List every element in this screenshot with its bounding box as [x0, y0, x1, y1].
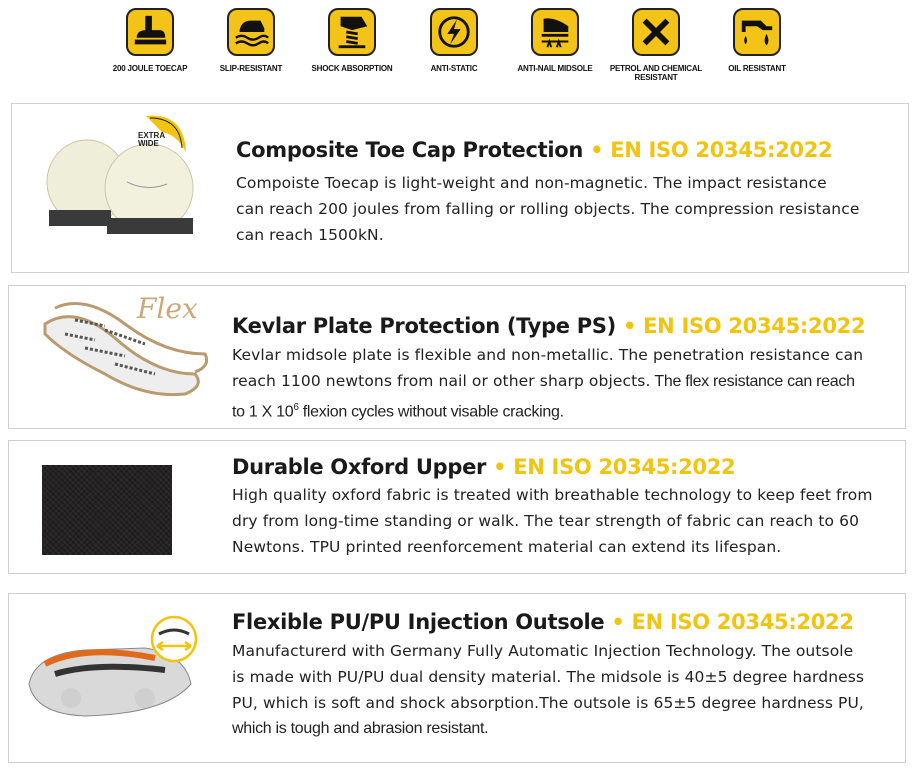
chemical-resistant-icon — [632, 8, 680, 56]
icon-oil — [707, 8, 807, 73]
description-line: to 1 X $10^6$ flexion cycles without visable cracking. — [232, 402, 564, 421]
icon-antistatic — [404, 8, 504, 73]
icon-slip — [201, 8, 301, 73]
feature-title-text: Flexible PU/PU Injection Outsole — [232, 610, 605, 634]
description-line: reach 1100 newtons from nail or other sharp objects. The flex resistance can reach — [232, 372, 855, 390]
icon-label: ANTI-NAIL MIDSOLE — [517, 64, 593, 73]
feature-standard: • EN ISO 20345:2022 — [590, 138, 833, 162]
feature-description — [232, 342, 907, 425]
feature-icon-row — [0, 8, 915, 100]
feature-standard: • EN ISO 20345:2022 — [623, 314, 866, 338]
description-line: Compoiste Toecap is light-weight and non-magnetic. The impact resistance — [236, 174, 827, 192]
feature-title — [232, 314, 865, 338]
icon-toecap — [100, 8, 200, 73]
toecap-icon — [126, 8, 174, 56]
feature-title — [232, 610, 854, 634]
description-line: Manufacturerd with Germany Fully Automatic Injection Technology. The outsole — [232, 642, 854, 660]
feature-standard: • EN ISO 20345:2022 — [611, 610, 854, 634]
description-line: which is tough and abrasion resistant. — [232, 720, 489, 737]
anti-nail-icon — [531, 8, 579, 56]
flex-badge: Flex — [137, 292, 198, 325]
feature-card-toecap — [11, 103, 909, 273]
icon-chemical — [606, 8, 706, 82]
icon-label: OIL RESISTANT — [728, 64, 786, 73]
description-line: Kevlar midsole plate is flexible and non-metallic. The penetration resistance can — [232, 346, 864, 364]
description-line: can reach 200 joules from falling or rolling objects. The compression resistance — [236, 200, 860, 218]
feature-standard: • EN ISO 20345:2022 — [493, 455, 736, 479]
feature-card-kevlar — [8, 285, 906, 429]
icon-label: PETROL AND CHEMICAL RESISTANT — [609, 64, 703, 82]
flex-outsole-icon — [149, 614, 199, 664]
feature-title-text: Composite Toe Cap Protection — [236, 138, 584, 162]
description-line: Newtons. TPU printed reenforcement material can extend its lifespan. — [232, 538, 782, 556]
description-line: is made with PU/PU dual density material. The midsole is 40±5 degree hardness — [232, 668, 865, 686]
icon-label: ANTI-STATIC — [430, 64, 478, 73]
feature-title — [232, 455, 735, 479]
icon-label: 200 JOULE TOECAP — [112, 64, 188, 73]
feature-description — [232, 482, 907, 560]
oxford-fabric-image — [42, 465, 172, 555]
feature-title-text: Kevlar Plate Protection (Type PS) — [232, 314, 616, 338]
slip-resistant-icon — [227, 8, 275, 56]
feature-description — [232, 638, 907, 742]
extra-wide-badge: EXTRA WIDE — [138, 131, 165, 148]
shock-absorption-icon — [328, 8, 376, 56]
icon-label: SLIP-RESISTANT — [219, 64, 283, 73]
feature-card-outsole — [8, 593, 906, 763]
feature-card-oxford — [8, 440, 906, 574]
feature-title — [236, 138, 832, 162]
description-line: PU, which is soft and shock absorption.The outsole is 65±5 degree hardness PU, — [232, 694, 864, 712]
feature-title-text: Durable Oxford Upper — [232, 455, 487, 479]
anti-static-icon — [430, 8, 478, 56]
icon-shock — [302, 8, 402, 73]
description-line: High quality oxford fabric is treated with breathable technology to keep feet from — [232, 486, 873, 504]
icon-antinail — [505, 8, 605, 73]
description-line: dry from long-time standing or walk. The tear strength of fabric can reach to 60 — [232, 512, 860, 530]
feature-description — [236, 170, 906, 248]
description-line: can reach 1500kN. — [236, 226, 384, 244]
icon-label: SHOCK ABSORPTION — [311, 64, 393, 73]
oil-resistant-icon — [733, 8, 781, 56]
